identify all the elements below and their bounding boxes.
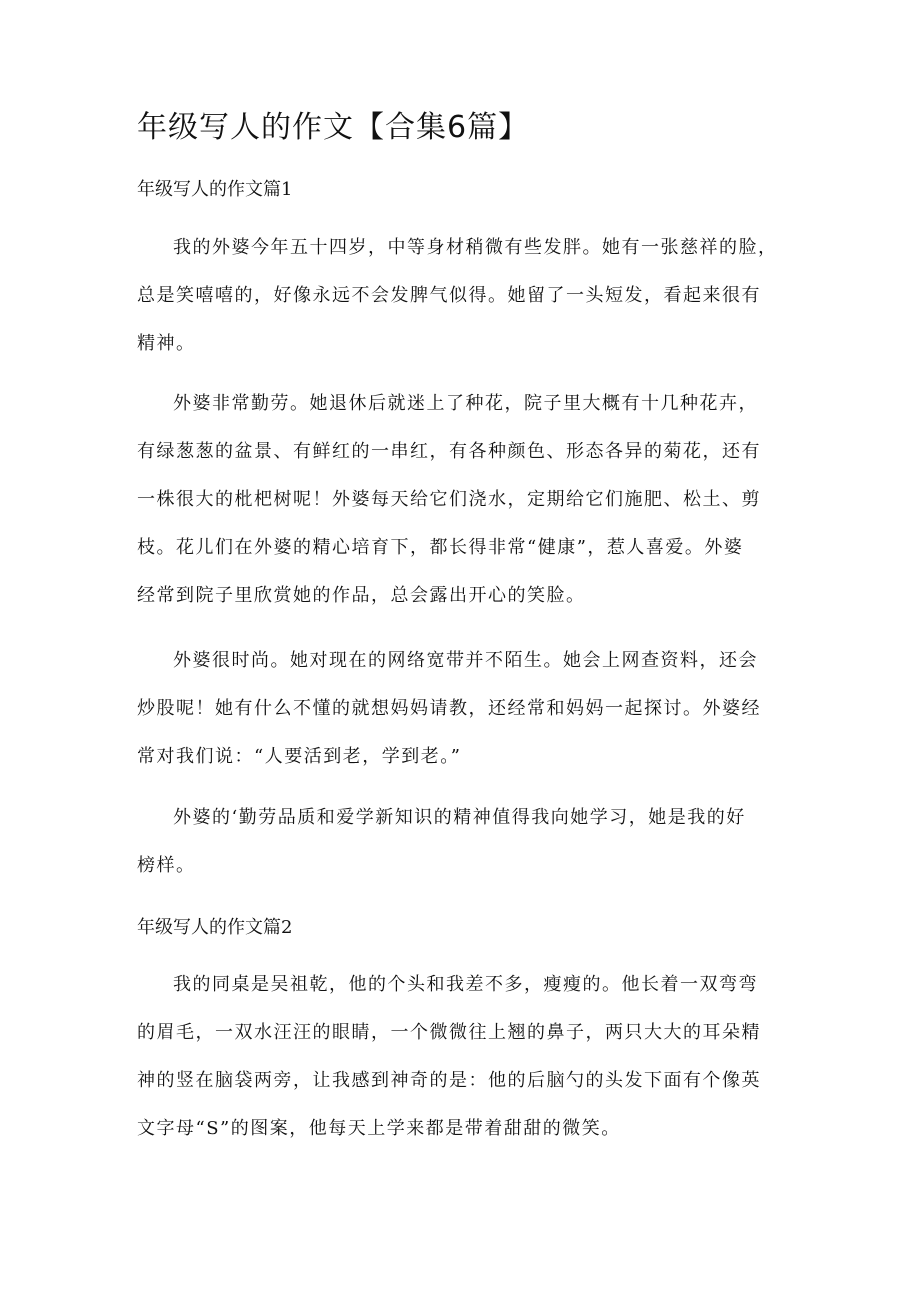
paragraph-line: 总是笑嘻嘻的，好像永远不会发脾气似得。她留了一头短发，看起来很有 [137, 285, 761, 306]
paragraph-line: 外婆很时尚。她对现在的网络宽带并不陌生。她会上网查资料，还会 [173, 650, 758, 671]
paragraph [137, 961, 782, 1153]
paragraph [137, 380, 782, 620]
paragraph-line: 精神。 [137, 333, 196, 354]
paragraph-line: 有绿葱葱的盆景、有鲜红的一串红，有各种颜色、形态各异的菊花，还有 [137, 441, 761, 462]
paragraph [137, 794, 782, 890]
document-title: 年级写人的作文【合集6篇】 [137, 110, 530, 145]
paragraph [137, 637, 782, 781]
paragraph-line: 神的竖在脑袋两旁，让我感到神奇的是：他的后脑勺的头发下面有个像英 [137, 1070, 761, 1091]
section-heading: 年级写人的作文篇1 [137, 179, 293, 200]
paragraph-line: 文字母“S”的图案，他每天上学来都是带着甜甜的微笑。 [137, 1118, 621, 1139]
paragraph-line: 枝。花儿们在外婆的精心培育下，都长得非常“健康”，惹人喜爱。外婆 [137, 537, 744, 558]
paragraph-line: 炒股呢！她有什么不懂的就想妈妈请教，还经常和妈妈一起探讨。外婆经 [137, 698, 761, 719]
section-heading: 年级写人的作文篇2 [137, 917, 293, 938]
paragraph-line: 外婆非常勤劳。她退休后就迷上了种花，院子里大概有十几种花卉， [173, 393, 758, 414]
paragraph-line: 我的同桌是吴祖乾，他的个头和我差不多，瘦瘦的。他长着一双弯弯 [173, 974, 758, 995]
paragraph-line: 经常到院子里欣赏她的作品，总会露出开心的笑脸。 [137, 585, 586, 606]
paragraph-line: 我的外婆今年五十四岁，中等身材稍微有些发胖。她有一张慈祥的脸， [173, 237, 778, 258]
paragraph-line: 榜样。 [137, 855, 196, 876]
paragraph [137, 224, 782, 368]
paragraph-line: 一株很大的枇杷树呢！外婆每天给它们浇水，定期给它们施肥、松土、剪 [137, 489, 761, 510]
paragraph-line: 外婆的‘勤劳品质和爱学新知识的精神值得我向她学习，她是我的好 [173, 807, 746, 828]
paragraph-line: 的眉毛，一双水汪汪的眼睛，一个微微往上翘的鼻子，两只大大的耳朵精 [137, 1022, 761, 1043]
paragraph-line: 常对我们说：“人要活到老，学到老。” [137, 746, 462, 767]
